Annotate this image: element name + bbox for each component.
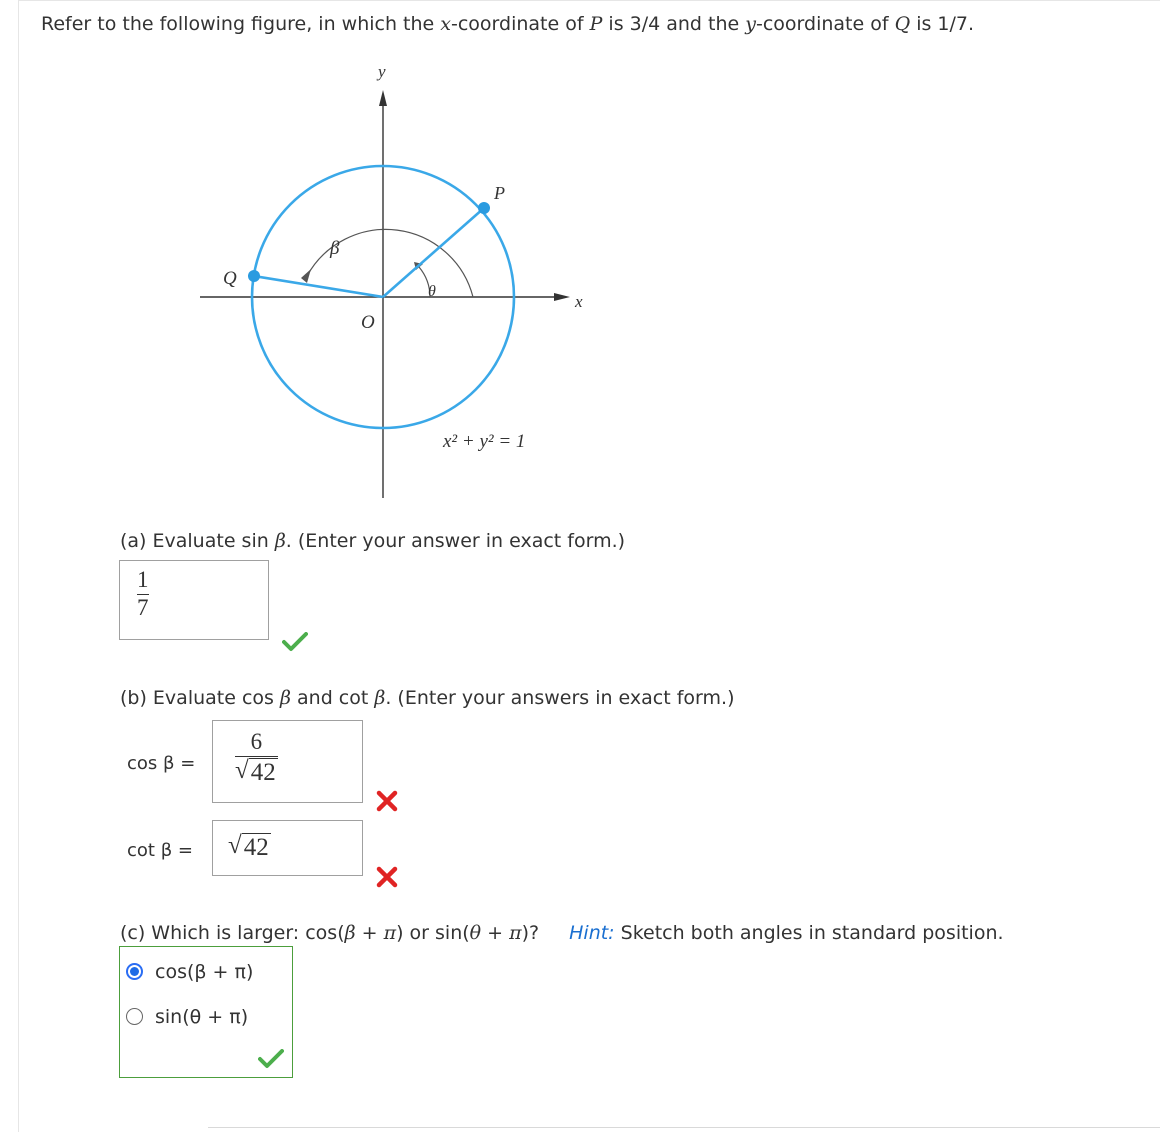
unit-circle-figure [190,60,610,505]
part-a-beta: β [274,530,286,552]
part-a-correct-check-icon [282,632,308,652]
label-theta: θ [428,283,436,300]
label-beta: β [330,238,340,259]
y-axis-arrow [379,90,387,106]
radius-oq [254,276,383,297]
cos-beta-fraction [235,730,278,785]
intro-p-var: P [589,13,603,35]
cos-beta-answer-field[interactable] [212,720,363,803]
intro-text-3: is 3/4 and the [602,13,746,35]
x-axis-arrow [554,293,570,301]
part-b-beta-1: β [279,687,291,709]
part-b-text-1: (b) Evaluate cos [120,687,280,709]
sin-beta-answer-field[interactable] [119,560,269,640]
label-o: O [361,312,375,333]
part-a-text-1: (a) Evaluate sin [120,530,275,552]
part-c-correct-check-icon [258,1049,284,1069]
intro-y-var: y [745,13,756,35]
sin-beta-denominator: 7 [137,595,149,620]
part-b-beta-2: β [374,687,386,709]
cot-beta-radical [228,833,271,860]
cot-beta-radicand: 42 [243,834,269,861]
option-sin-label[interactable]: sin(θ + π) [155,1006,249,1028]
radio-option-sin[interactable] [126,1008,143,1025]
intro-x-var: x [440,13,451,35]
label-y: y [378,62,386,81]
part-a-prompt [120,530,625,552]
part-b-text-3: . (Enter your answers in exact form.) [385,687,735,709]
hint-label: Hint: [569,922,615,944]
sqrt-icon: √ [228,832,242,859]
intro-text-5: is 1/7. [910,13,975,35]
part-c-beta: β [344,922,356,944]
cos-beta-numerator: 6 [250,729,263,754]
part-c-text-3: ) or sin( [396,922,470,944]
cos-beta-label: cos β = [127,753,196,774]
part-c-text-4: + [481,922,510,944]
hint-text: Sketch both angles in standard position. [614,922,1004,944]
cot-beta-incorrect-x-icon [376,866,398,888]
cos-beta-incorrect-x-icon [376,790,398,812]
cos-beta-denominator [235,758,278,785]
cot-beta-label: cot β = [127,840,193,861]
problem-intro [41,13,974,35]
page-frame-top [18,0,1160,1]
page-frame-left [18,0,19,1132]
intro-text-1: Refer to the following figure, in which the [41,13,441,35]
radio-option-cos[interactable] [126,963,143,980]
intro-text-4: -coordinate of [756,13,895,35]
part-c-pi-1: π [383,922,397,944]
cos-beta-radicand: 42 [250,759,276,786]
part-b-text-2: and cot [290,687,375,709]
part-c-text-1: (c) Which is larger: cos( [120,922,345,944]
point-p [478,202,490,214]
intro-text-2: -coordinate of [450,13,590,35]
page-frame-bottom [208,1127,1160,1128]
part-c-theta: θ [469,922,482,944]
part-b-prompt [120,687,735,709]
sin-beta-fraction [137,568,149,620]
point-q [248,270,260,282]
beta-arc-arrow [301,269,311,283]
part-c-prompt [120,922,1004,944]
part-c-text-5: )? [521,922,540,944]
sin-beta-numerator: 1 [137,567,149,592]
option-cos-label[interactable]: cos(β + π) [155,961,254,983]
intro-q-var: Q [894,13,911,35]
label-p: P [494,183,505,203]
part-c-text-2: + [355,922,384,944]
label-q: Q [223,268,237,289]
circle-equation: x² + y² = 1 [443,431,526,452]
part-a-text-2: . (Enter your answer in exact form.) [285,530,626,552]
cot-beta-value [228,833,271,860]
cot-beta-answer-field[interactable] [212,820,363,876]
label-x: x [575,292,583,311]
sqrt-icon: √ [235,757,249,784]
part-c-pi-2: π [509,922,522,944]
